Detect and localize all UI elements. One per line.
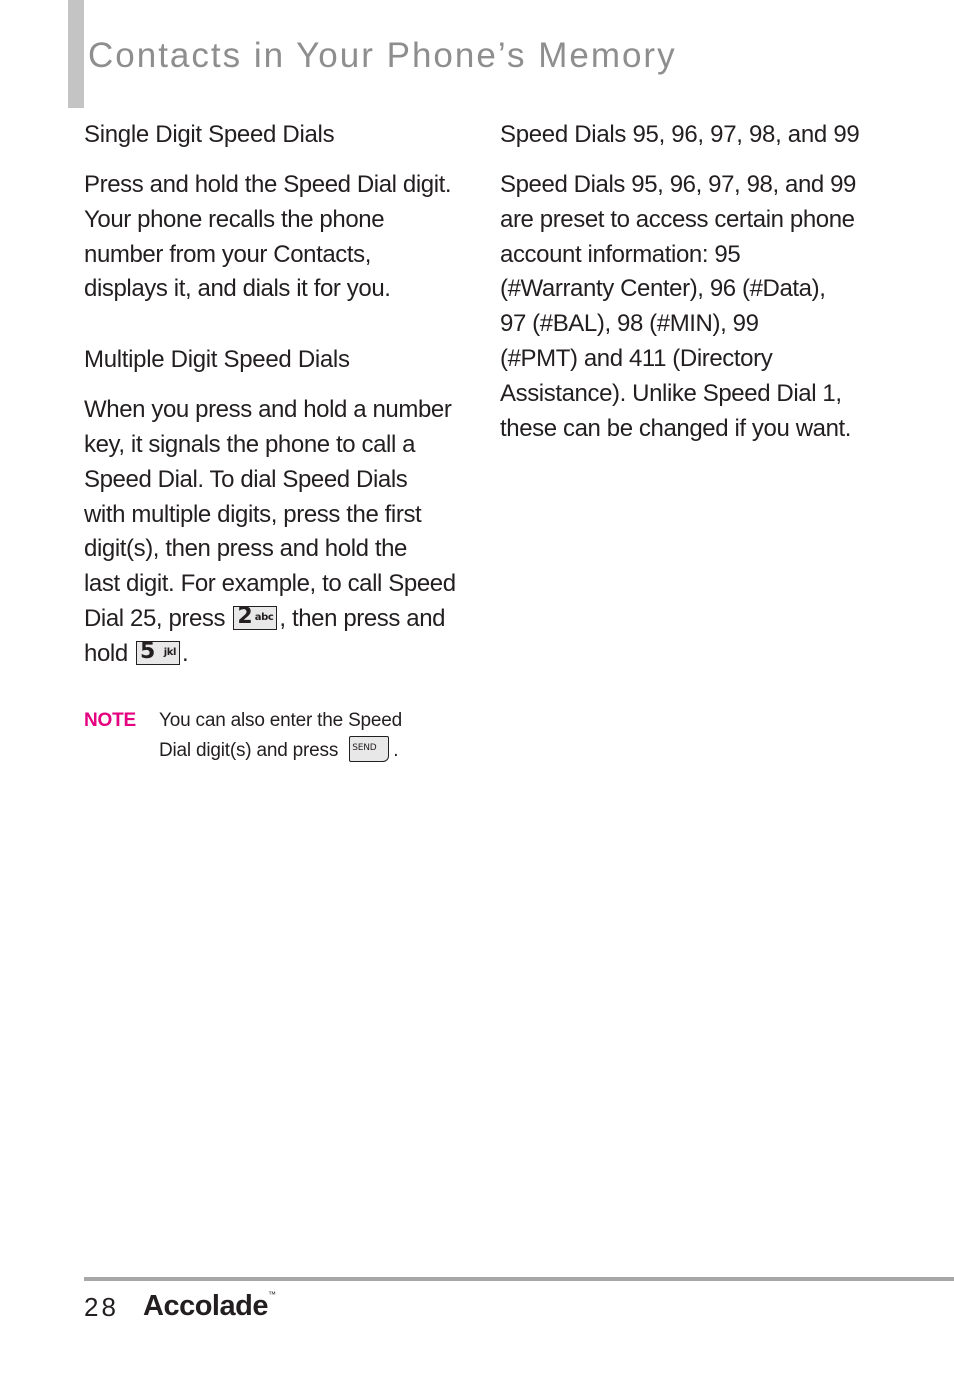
body-line: When you press and hold a number [84, 396, 452, 424]
section-body-multiple-digit [84, 393, 460, 671]
section-multiple-digit [84, 343, 460, 671]
key-letters: jkl [163, 646, 177, 658]
body-line: displays it, and dials it for you. [84, 275, 391, 303]
note-label: NOTE [84, 709, 136, 731]
section-body-single-digit [84, 168, 460, 307]
body-line: (#PMT) and 411 (Directory [500, 344, 773, 372]
body-line-with-key [84, 602, 460, 637]
section-heading-single-digit: Single Digit Speed Dials [84, 121, 335, 148]
key-5-jkl-icon [136, 638, 180, 665]
key-digit: 2 [237, 603, 253, 629]
body-line: these can be changed if you want. [500, 414, 852, 442]
key-2-abc-icon [233, 603, 277, 630]
section-heading-preset-speed-dials: Speed Dials 95, 96, 97, 98, and 99 [500, 121, 860, 148]
body-line: Assistance). Unlike Speed Dial 1, [500, 379, 842, 407]
body-text: , then press and [279, 604, 446, 632]
body-line: key, it signals the phone to call a [84, 430, 416, 458]
key-letters: abc [254, 611, 274, 623]
note-line [159, 736, 460, 766]
brand-logo [143, 1290, 275, 1323]
body-line: number from your Contacts, [84, 240, 372, 268]
trademark-symbol: ™ [267, 1290, 276, 1299]
footer-rule [84, 1277, 954, 1281]
brand-name: Accolade [143, 1290, 268, 1322]
body-line: digit(s), then press and hold the [84, 535, 407, 563]
body-line: Your phone recalls the phone [84, 205, 385, 233]
body-line: (#Warranty Center), 96 (#Data), [500, 275, 826, 303]
note-line: You can also enter the Speed [159, 709, 403, 731]
note-text: . [393, 739, 399, 761]
body-line: 97 (#BAL), 98 (#MIN), 99 [500, 310, 759, 338]
section-single-digit [84, 118, 460, 307]
body-line: are preset to access certain phone [500, 205, 855, 233]
section-heading-multiple-digit: Multiple Digit Speed Dials [84, 346, 350, 374]
body-text: . [182, 639, 189, 667]
note-block [84, 706, 460, 766]
body-line: Press and hold the Speed Dial digit. [84, 171, 452, 198]
key-digit: 5 [140, 638, 155, 664]
left-column [84, 118, 460, 766]
body-line-with-key [84, 637, 460, 672]
body-text: Dial 25, press [84, 604, 232, 632]
send-key-icon [349, 736, 389, 762]
body-line: Speed Dial. To dial Speed Dials [84, 465, 408, 493]
right-column [500, 118, 880, 446]
page-number: 28 [84, 1292, 119, 1322]
send-key-label: SEND [352, 742, 377, 753]
section-body-preset-speed-dials [500, 168, 880, 446]
body-line: account information: 95 [500, 240, 741, 268]
page-title: Contacts in Your Phone’s Memory [88, 36, 677, 75]
header-accent-bar [68, 0, 84, 108]
body-line: last digit. For example, to call Speed [84, 570, 456, 598]
note-text: Dial digit(s) and press [159, 739, 344, 761]
body-line: with multiple digits, press the first [84, 500, 422, 528]
body-line: Speed Dials 95, 96, 97, 98, and 99 [500, 171, 857, 198]
body-text: hold [84, 639, 135, 667]
